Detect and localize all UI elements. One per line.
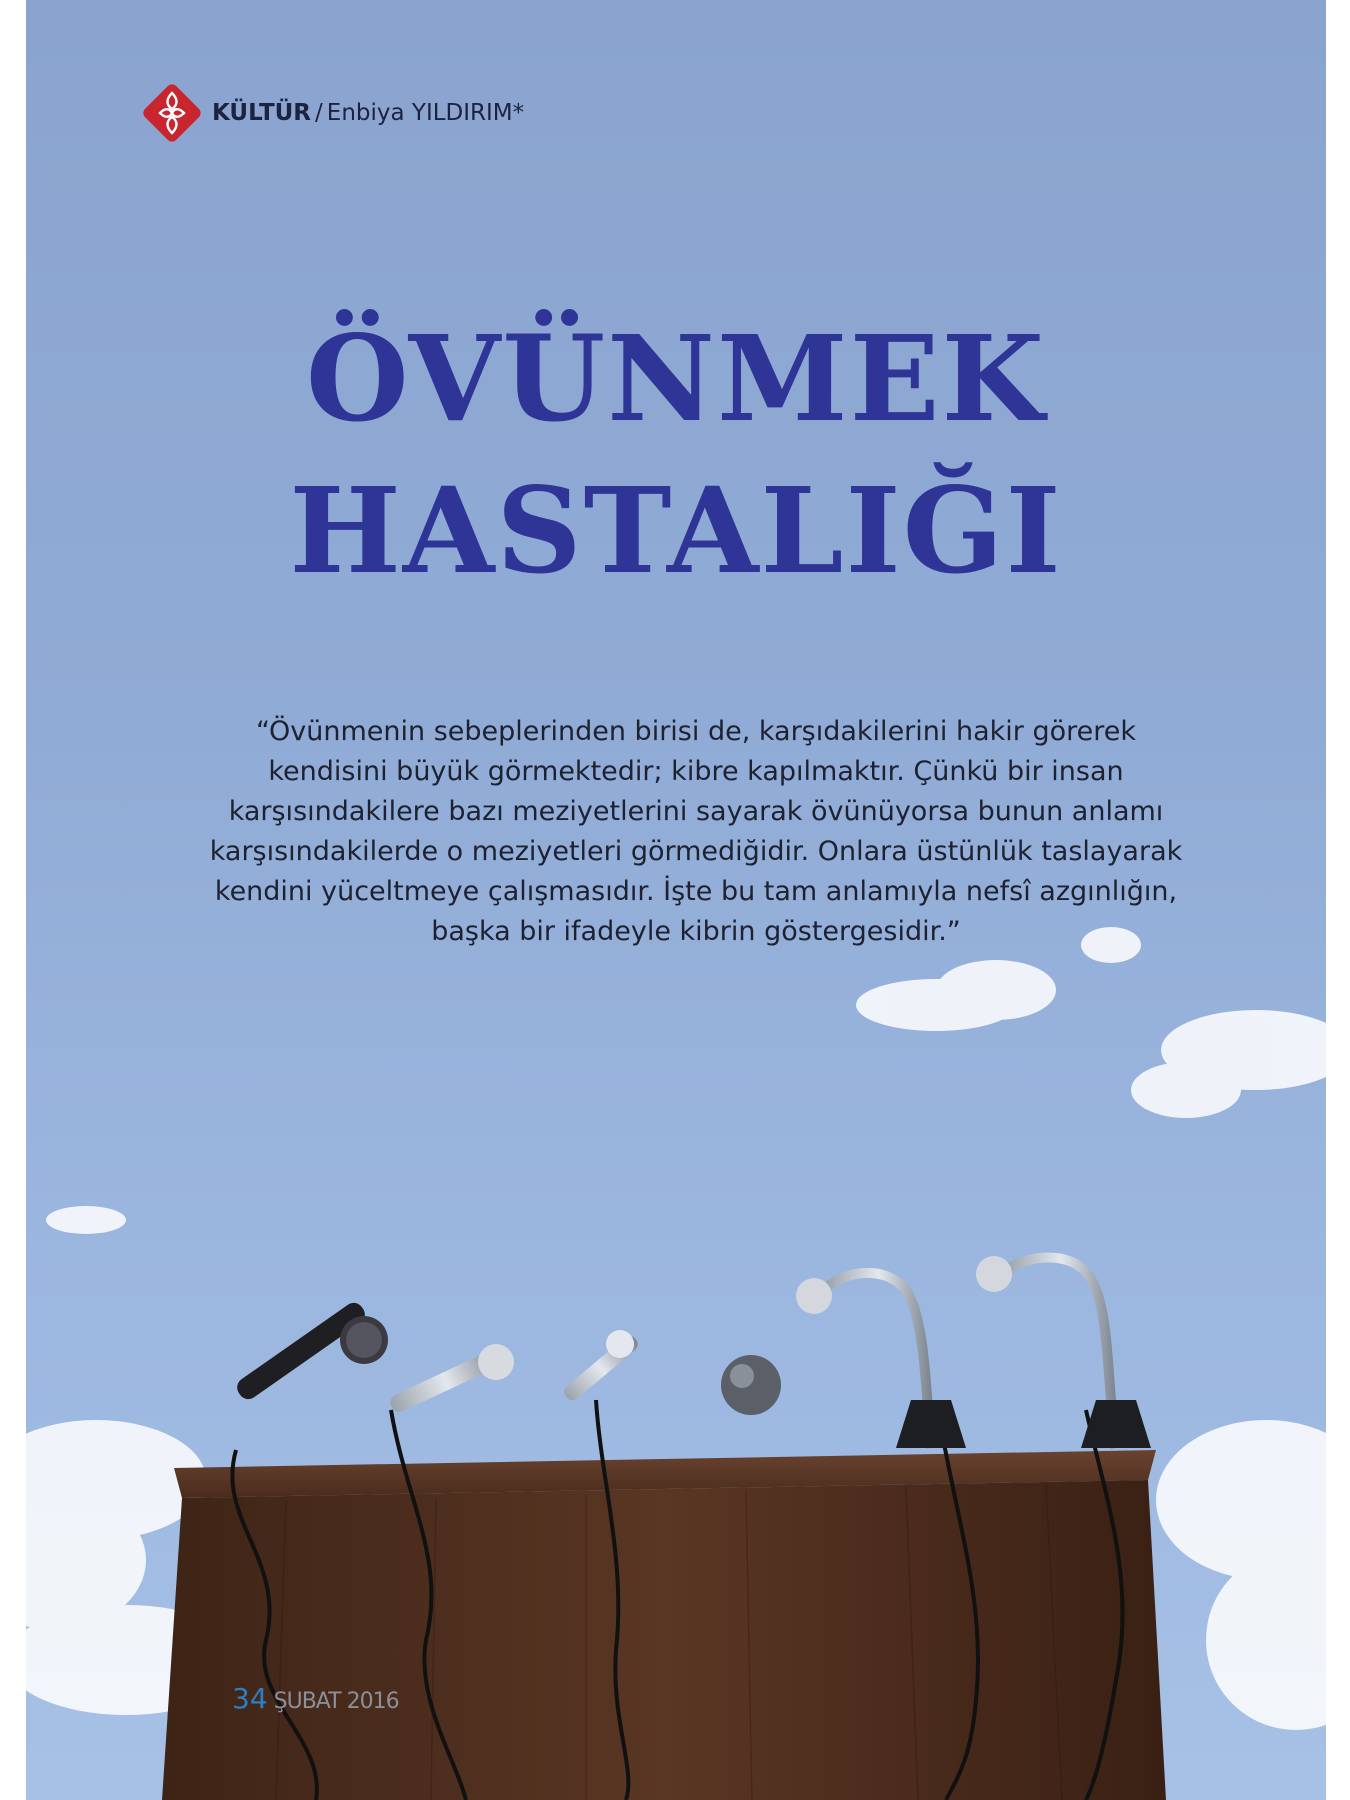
microphone-2 <box>388 1344 514 1460</box>
microphone-4 <box>721 1355 781 1452</box>
page-number: 34 <box>232 1682 268 1715</box>
section-separator: / <box>315 100 323 126</box>
page-margin-right <box>1326 0 1350 1800</box>
section-name: KÜLTÜR <box>212 100 312 126</box>
article-title-line-2: HASTALIĞI <box>289 461 1063 600</box>
magazine-page <box>26 0 1326 1800</box>
issue-year: 2016 <box>346 1689 399 1714</box>
section-header <box>138 78 524 148</box>
article-title-line-1: ÖVÜNMEK <box>305 309 1047 448</box>
kultur-logo-icon <box>138 79 206 147</box>
microphone-1 <box>233 1299 388 1460</box>
pull-quote: “Övünmenin sebeplerinden birisi de, karşıdakilerini hakir görerek kendisini büyük görmektedir; kibre kapılmaktır. Çünkü bir insan karşısındakilere bazı meziyetlerini sayarak övünüyorsa bunun anlamı karşısındakilerde o meziyetleri görmediğidir. Onlara üstünlük taslayarak kendini yüceltmeye çalışmasıdır. İşte bu tam anlamıyla nefsî azgınlığın, başka bir ifadeyle kibrin göstergesidir.” <box>209 716 1183 947</box>
page-footer <box>232 1682 399 1715</box>
issue-month: ŞUBAT <box>273 1689 341 1714</box>
microphone-5 <box>796 1273 966 1448</box>
microphone-6 <box>976 1256 1151 1448</box>
page-margin-left <box>0 0 26 1800</box>
author-name: Enbiya YILDIRIM* <box>326 100 525 126</box>
podium <box>162 1450 1166 1800</box>
section-byline <box>212 100 524 126</box>
